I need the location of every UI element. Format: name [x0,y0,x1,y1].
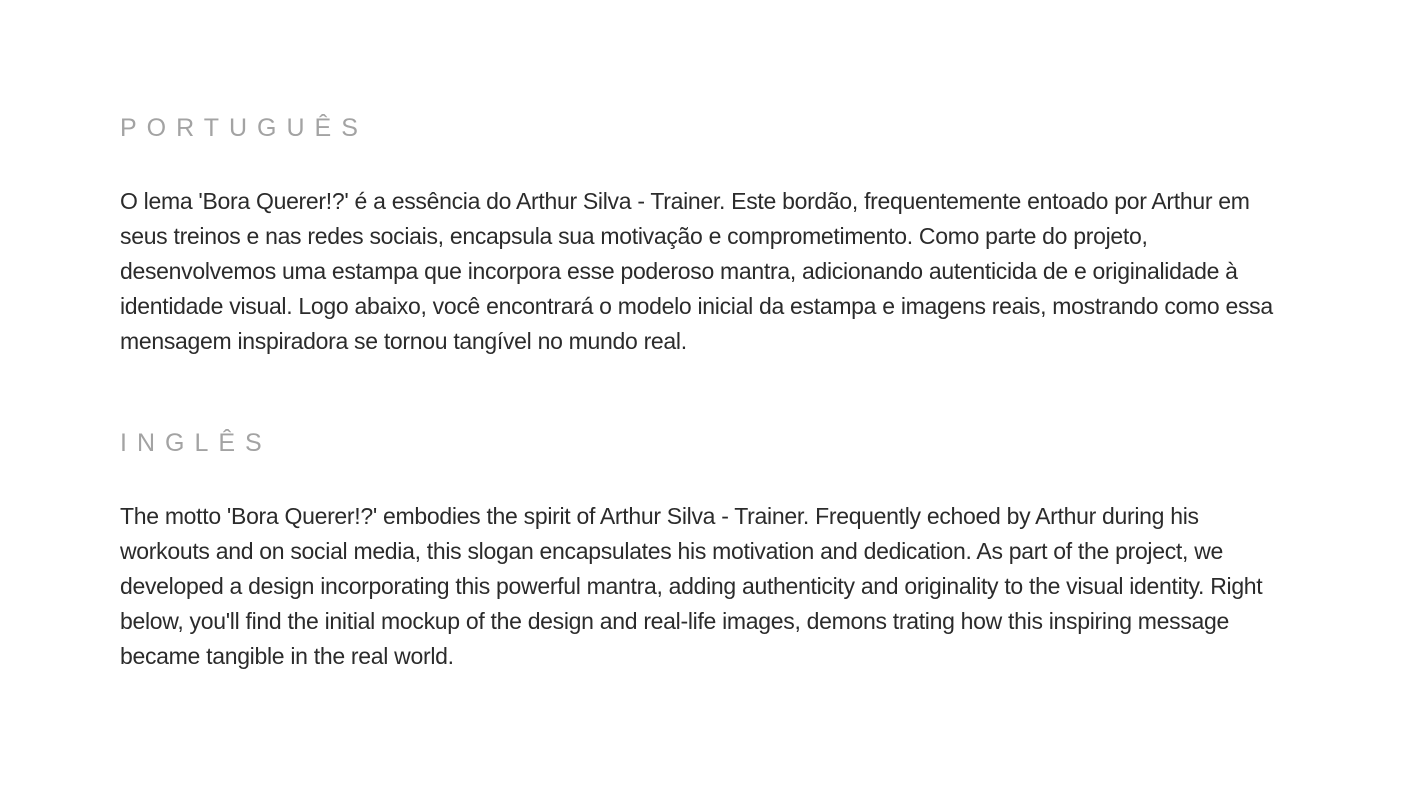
section-body-english: The motto 'Bora Querer!?' embodies the spirit of Arthur Silva - Trainer. Frequently echoed by Arthur during his workouts and on social media, this slogan encapsulates his motivation and dedication. As part of the project, we developed a design incorporating this powerful mantra, adding authenticity and originality to the visual identity. Right below, you'll find the initial mockup of the design and real-life images, demons trating how this inspiring message became tangible in the real world. [120,503,1263,669]
section-body-portuguese: O lema 'Bora Querer!?' é a essência do Arthur Silva - Trainer. Este bordão, frequentemente entoado por Arthur em seus treinos e nas redes sociais, encapsula sua motivação e comprometimento. Como parte do projeto, desenvolvemos uma estampa que incorpora esse poderoso mantra, adicionando autenticida de e originalidade à identidade visual. Logo abaixo, você encontrará o modelo inicial da estampa e imagens reais, mostrando como essa mensagem inspiradora se tornou tangível no mundo real. [120,188,1273,354]
section-portuguese [120,112,1290,359]
section-english [120,427,1290,674]
section-heading-portuguese: PORTUGUÊS [120,114,368,142]
section-heading-english: INGLÊS [120,429,272,457]
